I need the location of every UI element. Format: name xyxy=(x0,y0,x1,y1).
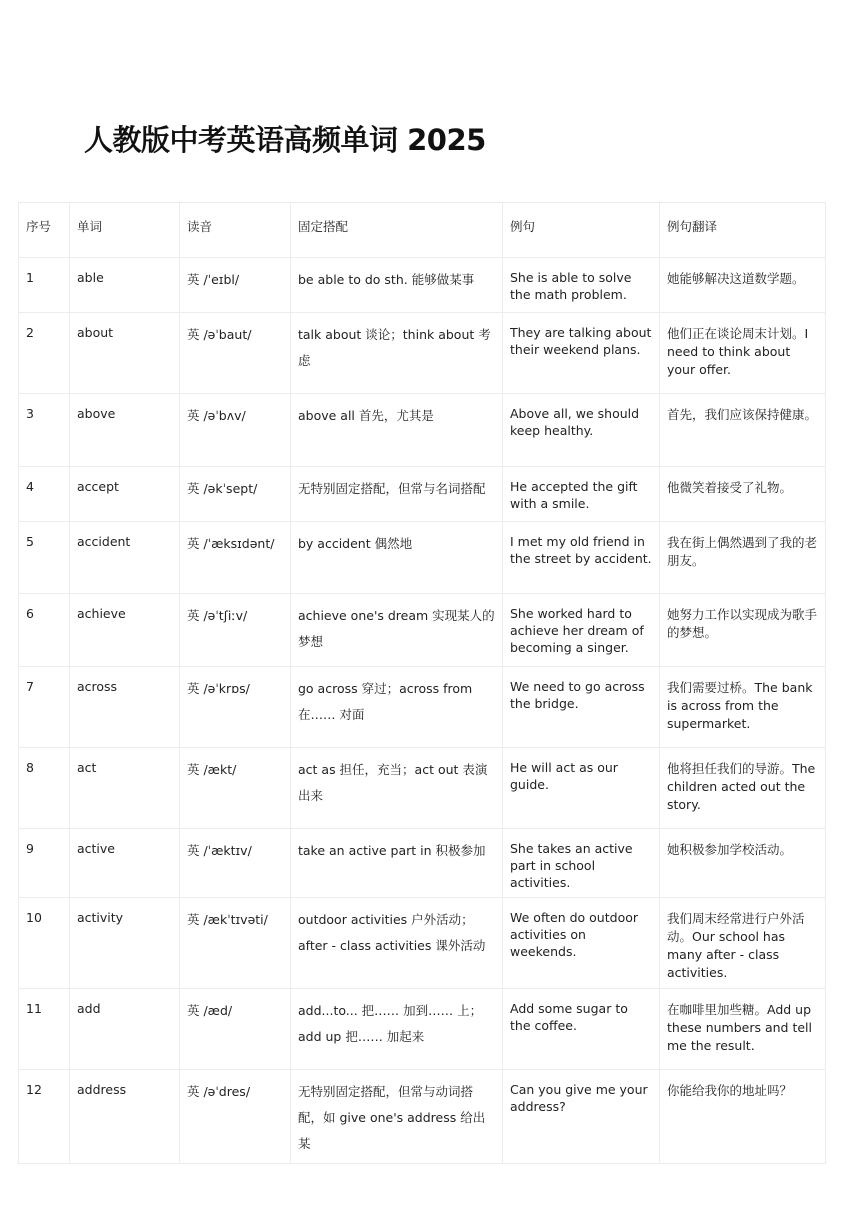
cell-translation: 我们需要过桥。The bank is across from the supermarket. xyxy=(660,667,826,748)
table-row xyxy=(19,829,826,898)
cell-example: Above all, we should keep healthy. xyxy=(503,394,660,467)
cell-phonetic: 英 /əˈdres/ xyxy=(180,1070,291,1164)
cell-example: They are talking about their weekend plans. xyxy=(503,313,660,394)
cell-number: 11 xyxy=(19,989,70,1070)
cell-example: We often do outdoor activities on weekends. xyxy=(503,898,660,989)
cell-number: 2 xyxy=(19,313,70,394)
cell-translation: 他微笑着接受了礼物。 xyxy=(660,467,826,522)
cell-phonetic: 英 /ˈeɪbl/ xyxy=(180,258,291,313)
cell-phonetic: 英 /ækt/ xyxy=(180,748,291,829)
cell-word: act xyxy=(70,748,180,829)
cell-phonetic: 英 /əˈkrɒs/ xyxy=(180,667,291,748)
cell-collocation: take an active part in 积极参加 xyxy=(291,829,503,898)
cell-word: address xyxy=(70,1070,180,1164)
cell-translation: 他们正在谈论周末计划。I need to think about your offer. xyxy=(660,313,826,394)
cell-example: I met my old friend in the street by accident. xyxy=(503,522,660,594)
cell-word: accident xyxy=(70,522,180,594)
cell-number: 9 xyxy=(19,829,70,898)
cell-word: add xyxy=(70,989,180,1070)
cell-collocation: 无特别固定搭配，但常与动词搭配，如 give one's address 给出某 xyxy=(291,1070,503,1164)
cell-collocation: talk about 谈论；think about 考虑 xyxy=(291,313,503,394)
vocabulary-table xyxy=(18,202,826,1164)
cell-number: 5 xyxy=(19,522,70,594)
table-row xyxy=(19,594,826,667)
cell-example: She worked hard to achieve her dream of becoming a singer. xyxy=(503,594,660,667)
cell-number: 12 xyxy=(19,1070,70,1164)
cell-number: 10 xyxy=(19,898,70,989)
cell-number: 4 xyxy=(19,467,70,522)
cell-collocation: above all 首先，尤其是 xyxy=(291,394,503,467)
table-row xyxy=(19,467,826,522)
table-row xyxy=(19,1070,826,1164)
cell-phonetic: 英 /ˈæktɪv/ xyxy=(180,829,291,898)
header-number: 序号 xyxy=(19,203,70,258)
cell-phonetic: 英 /æd/ xyxy=(180,989,291,1070)
header-collocation: 固定搭配 xyxy=(291,203,503,258)
header-example: 例句 xyxy=(503,203,660,258)
cell-number: 8 xyxy=(19,748,70,829)
cell-translation: 首先，我们应该保持健康。 xyxy=(660,394,826,467)
cell-example: He will act as our guide. xyxy=(503,748,660,829)
cell-example: She takes an active part in school activities. xyxy=(503,829,660,898)
cell-translation: 你能给我你的地址吗？ xyxy=(660,1070,826,1164)
cell-collocation: outdoor activities 户外活动；after - class activities 课外活动 xyxy=(291,898,503,989)
cell-collocation: be able to do sth. 能够做某事 xyxy=(291,258,503,313)
cell-translation: 她努力工作以实现成为歌手的梦想。 xyxy=(660,594,826,667)
cell-phonetic: 英 /ˈæksɪdənt/ xyxy=(180,522,291,594)
table-row xyxy=(19,989,826,1070)
cell-word: accept xyxy=(70,467,180,522)
cell-collocation: by accident 偶然地 xyxy=(291,522,503,594)
table-header-row xyxy=(19,203,826,258)
cell-number: 6 xyxy=(19,594,70,667)
cell-collocation: add...to... 把…… 加到…… 上；add up 把…… 加起来 xyxy=(291,989,503,1070)
cell-translation: 她能够解决这道数学题。 xyxy=(660,258,826,313)
cell-phonetic: 英 /ækˈtɪvəti/ xyxy=(180,898,291,989)
cell-example: She is able to solve the math problem. xyxy=(503,258,660,313)
cell-example: Can you give me your address? xyxy=(503,1070,660,1164)
cell-collocation: go across 穿过；across from 在…… 对面 xyxy=(291,667,503,748)
cell-example: Add some sugar to the coffee. xyxy=(503,989,660,1070)
cell-translation: 我在街上偶然遇到了我的老朋友。 xyxy=(660,522,826,594)
document-title: 人教版中考英语高频单词 2025 xyxy=(84,123,486,157)
header-phonetic: 读音 xyxy=(180,203,291,258)
header-translation: 例句翻译 xyxy=(660,203,826,258)
table-row xyxy=(19,394,826,467)
cell-word: achieve xyxy=(70,594,180,667)
table-row xyxy=(19,748,826,829)
cell-phonetic: 英 /əˈbaut/ xyxy=(180,313,291,394)
cell-number: 7 xyxy=(19,667,70,748)
cell-translation: 她积极参加学校活动。 xyxy=(660,829,826,898)
cell-phonetic: 英 /əˈtʃiːv/ xyxy=(180,594,291,667)
cell-word: able xyxy=(70,258,180,313)
cell-phonetic: 英 /əkˈsept/ xyxy=(180,467,291,522)
cell-phonetic: 英 /əˈbʌv/ xyxy=(180,394,291,467)
table-row xyxy=(19,522,826,594)
table-row xyxy=(19,898,826,989)
header-word: 单词 xyxy=(70,203,180,258)
cell-number: 3 xyxy=(19,394,70,467)
cell-word: above xyxy=(70,394,180,467)
cell-word: active xyxy=(70,829,180,898)
cell-collocation: act as 担任，充当；act out 表演出来 xyxy=(291,748,503,829)
table-row xyxy=(19,667,826,748)
cell-example: He accepted the gift with a smile. xyxy=(503,467,660,522)
cell-word: across xyxy=(70,667,180,748)
cell-number: 1 xyxy=(19,258,70,313)
cell-word: about xyxy=(70,313,180,394)
cell-translation: 我们周末经常进行户外活动。Our school has many after - class activities. xyxy=(660,898,826,989)
cell-collocation: achieve one's dream 实现某人的梦想 xyxy=(291,594,503,667)
cell-collocation: 无特别固定搭配，但常与名词搭配 xyxy=(291,467,503,522)
cell-word: activity xyxy=(70,898,180,989)
table-row xyxy=(19,258,826,313)
table-row xyxy=(19,313,826,394)
cell-translation: 他将担任我们的导游。The children acted out the story. xyxy=(660,748,826,829)
cell-example: We need to go across the bridge. xyxy=(503,667,660,748)
cell-translation: 在咖啡里加些糖。Add up these numbers and tell me the result. xyxy=(660,989,826,1070)
